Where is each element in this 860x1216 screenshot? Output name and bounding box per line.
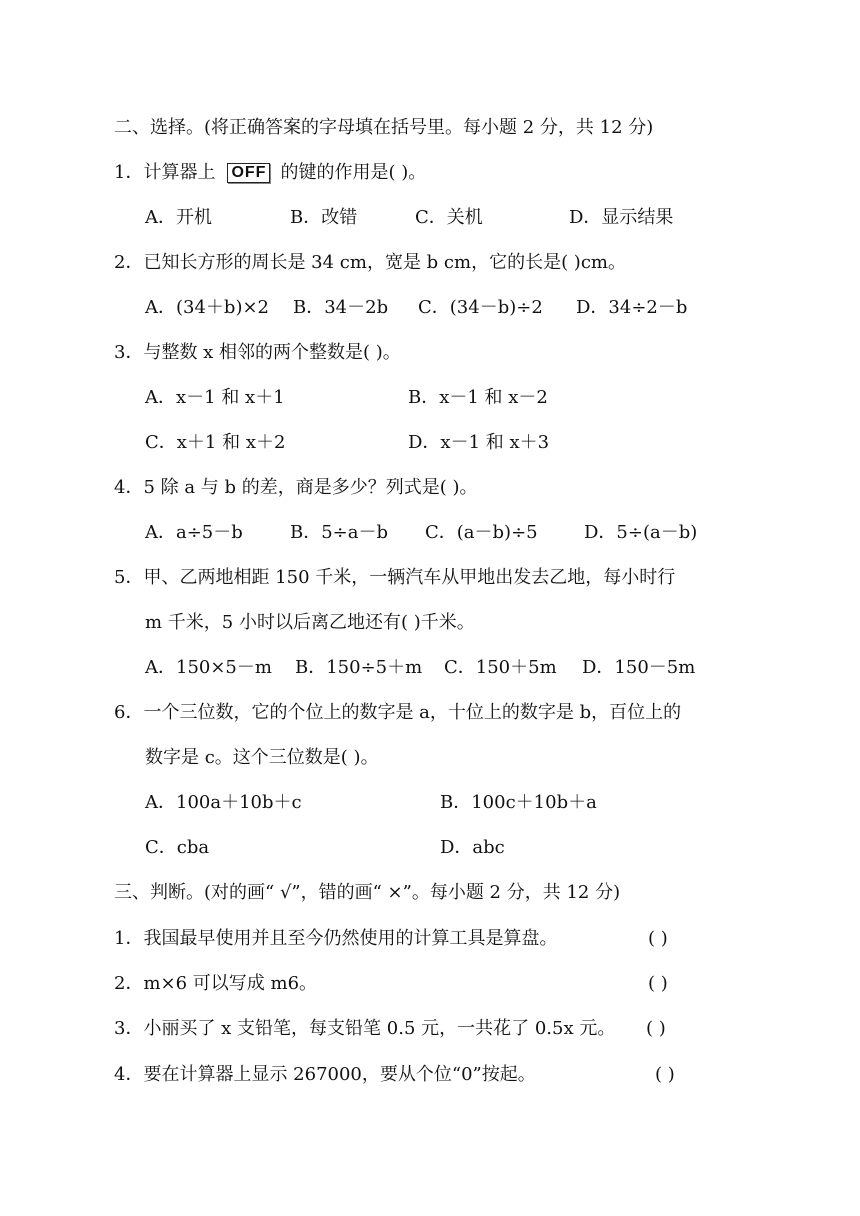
- q3-option-d: D．x－1 和 x＋3: [408, 432, 550, 453]
- judge-item-1: 1．我国最早使用并且至今仍然使用的计算工具是算盘。: [114, 928, 558, 949]
- judge-item-3-blank[interactable]: ( ): [646, 1018, 666, 1039]
- q4-option-c: C．(a－b)÷5: [425, 522, 538, 543]
- question-1-text-before: 1．计算器上: [114, 162, 216, 183]
- question-6-line-2: 数字是 c。这个三位数是( )。: [145, 747, 379, 768]
- question-3: 3．与整数 x 相邻的两个整数是( )。: [114, 342, 401, 363]
- question-4: 4．5 除 a 与 b 的差，商是多少？列式是( )。: [114, 477, 478, 498]
- question-2: 2．已知长方形的周长是 34 cm，宽是 b cm，它的长是( )cm。: [114, 252, 626, 273]
- q6-option-a: A．100a＋10b＋c: [145, 792, 302, 813]
- q5-option-c: C．150＋5m: [444, 657, 557, 678]
- question-5-line-2: m 千米，5 小时以后离乙地还有( )千米。: [145, 612, 475, 633]
- q6-option-c: C．cba: [145, 837, 210, 858]
- judge-item-2-blank[interactable]: ( ): [648, 973, 668, 994]
- judge-item-4: 4．要在计算器上显示 267000，要从个位“0”按起。: [114, 1064, 536, 1085]
- q6-option-d: D．abc: [440, 837, 505, 858]
- q3-option-a: A．x－1 和 x＋1: [145, 387, 285, 408]
- q1-option-a: A．开机: [145, 207, 212, 228]
- q4-option-d: D．5÷(a－b): [584, 522, 698, 543]
- off-key-icon: OFF: [227, 163, 270, 183]
- q5-option-d: D．150－5m: [582, 657, 696, 678]
- judge-item-2: 2．m×6 可以写成 m6。: [114, 973, 318, 994]
- judge-item-1-blank[interactable]: ( ): [648, 928, 668, 949]
- q3-option-b: B．x－1 和 x－2: [408, 387, 548, 408]
- q5-option-a: A．150×5－m: [145, 657, 272, 678]
- judge-item-4-blank[interactable]: ( ): [655, 1064, 675, 1085]
- q3-option-c: C．x＋1 和 x＋2: [145, 432, 286, 453]
- question-6-line-1: 6．一个三位数，它的个位上的数字是 a，十位上的数字是 b，百位上的: [114, 702, 682, 723]
- q2-option-c: C．(34－b)÷2: [418, 297, 543, 318]
- q6-option-b: B．100c＋10b＋a: [440, 792, 597, 813]
- judge-item-3: 3．小丽买了 x 支铅笔，每支铅笔 0.5 元，一共花了 0.5x 元。: [114, 1018, 616, 1039]
- q2-option-a: A．(34＋b)×2: [145, 297, 270, 318]
- q1-option-c: C．关机: [415, 207, 483, 228]
- question-5-line-1: 5．甲、乙两地相距 150 千米，一辆汽车从甲地出发去乙地，每小时行: [114, 567, 676, 588]
- question-1: [114, 162, 426, 184]
- q2-option-d: D．34÷2－b: [576, 297, 688, 318]
- q1-option-b: B．改错: [290, 207, 358, 228]
- q5-option-b: B．150÷5＋m: [295, 657, 423, 678]
- question-1-text-after: 的键的作用是( )。: [280, 162, 427, 183]
- q1-option-d: D．显示结果: [569, 207, 674, 228]
- q2-option-b: B．34－2b: [293, 297, 389, 318]
- q4-option-b: B．5÷a－b: [290, 522, 389, 543]
- section-3-heading: 三、判断。(对的画“ √”，错的画“ ×”。每小题 2 分，共 12 分): [114, 882, 621, 903]
- q4-option-a: A．a÷5－b: [145, 522, 243, 543]
- section-2-heading: 二、选择。(将正确答案的字母填在括号里。每小题 2 分，共 12 分): [114, 117, 654, 138]
